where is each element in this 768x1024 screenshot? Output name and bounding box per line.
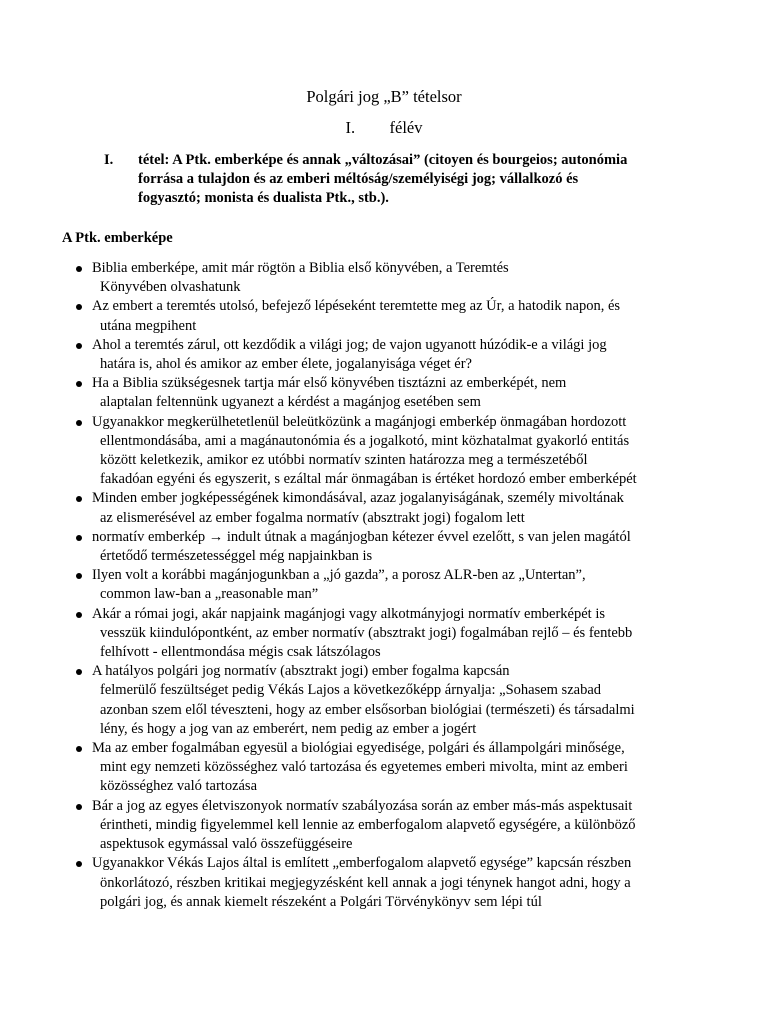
list-item: [74, 797, 694, 855]
list-item-line: értetődő természetességgel még napjainkban is: [100, 548, 373, 565]
bullet-dot-icon: [76, 804, 82, 810]
list-item-line: Ma az ember fogalmában egyesül a biológiai egyedisége, polgári és állampolgári minősége,: [92, 740, 625, 757]
thesis-heading: [104, 151, 684, 208]
bullet-dot-icon: [76, 746, 82, 752]
thesis-number: I.: [104, 152, 114, 168]
semester-heading: [0, 117, 768, 139]
list-item-line: felhívott - ellentmondása mégis csak látszólagos: [100, 644, 381, 661]
list-item-line: mint egy nemzeti közösséghez való tartozása és egyetemes emberi mivolta, mint az emberi: [100, 759, 628, 776]
bullet-dot-icon: [76, 612, 82, 618]
list-item: [74, 297, 694, 335]
bullet-list: [74, 259, 694, 912]
bullet-dot-icon: [76, 669, 82, 675]
bullet-dot-icon: [76, 573, 82, 579]
bullet-dot-icon: [76, 343, 82, 349]
list-item-line: érintheti, mindig figyelemmel kell lennie az emberfogalom alapvető egységére, a különböző: [100, 816, 636, 833]
list-item: [74, 336, 694, 374]
list-item-line: között keletkezik, amikor ez utóbbi normatív szinten határozza meg a természetéből: [100, 452, 588, 469]
list-item: [74, 605, 694, 663]
list-item: [74, 413, 694, 490]
list-item-line: vesszük kiindulópontként, az ember normatív (absztrakt jogi) fogalmában rejlő – és fentebb: [100, 624, 633, 641]
thesis-line: fogyasztó; monista és dualista Ptk., stb.).: [138, 190, 389, 206]
list-item-line: normatív emberkép → indult útnak a magánjogban kétezer évvel ezelőtt, s van jelen magától: [92, 528, 631, 545]
list-item-line: azonban szem elől téveszteni, hogy az ember elsősorban biológiai (természeti) és társadalmi: [100, 701, 635, 718]
list-item-line: common law-ban a „reasonable man”: [100, 586, 319, 603]
list-item-line: Ahol a teremtés zárul, ott kezdődik a világi jog; de vajon ugyanott húzódik-e a világi jog: [92, 336, 607, 353]
list-item-line: Biblia emberképe, amit már rögtön a Biblia első könyvében, a Teremtés: [92, 260, 509, 276]
list-item-line: Minden ember jogképességének kimondásával, azaz jogalanyiságának, személy mivoltának: [92, 490, 624, 507]
list-item-line: ellentmondásába, ami a magánautonómia és a jogalkotó, mint közhatalmat gyakorló entitás: [100, 432, 630, 449]
list-item-line: Ugyanakkor megkerülhetetlenül beleütközünk a magánjogi emberkép önmagában hordozott: [92, 413, 627, 430]
list-item-line: polgári jog, és annak kiemelt részeként a Polgári Törvénykönyv sem lépi túl: [100, 893, 542, 910]
list-item-line: alaptalan feltennünk ugyanezt a kérdést a magánjog esetében sem: [100, 394, 481, 411]
list-item: [74, 528, 694, 566]
list-item-line: Ugyanakkor Vékás Lajos által is említett „emberfogalom alapvető egysége” kapcsán részben: [92, 855, 632, 872]
thesis-line: forrása a tulajdon és az emberi méltóság/személyiségi jog; vállalkozó és: [138, 171, 579, 187]
thesis-line: tétel: A Ptk. emberképe és annak „változásai” (citoyen és bourgeios; autonómia: [138, 152, 628, 168]
list-item-line: önkorlátozó, részben kritikai megjegyzésként kell annak a jogi ténynek hangot adni, hogy a: [100, 874, 631, 891]
bullet-dot-icon: [76, 381, 82, 387]
list-item: [74, 374, 694, 412]
list-item-line: aspektusok egymással való összefüggéseire: [100, 836, 353, 853]
list-item-line: utána megpihent: [100, 317, 197, 334]
document-title: Polgári jog „B” tételsor: [306, 87, 462, 106]
list-item-line: lény, és hogy a jog van az emberért, nem pedig az ember a jogért: [100, 720, 477, 737]
list-item-line: Ilyen volt a korábbi magánjogunkban a „jó gazda”, a porosz ALR-ben az „Untertan”,: [92, 567, 586, 584]
bullet-dot-icon: [76, 420, 82, 426]
list-item: [74, 566, 694, 604]
list-item: [74, 662, 694, 739]
semester-number: I.: [345, 118, 356, 137]
list-item: [74, 259, 694, 297]
list-item-line: Az embert a teremtés utolsó, befejező lépéseként teremtette meg az Úr, a hatodik napon, és: [92, 298, 621, 315]
list-item-line: határa is, ahol és amikor az ember élete, jogalanyisága véget ér?: [100, 356, 472, 373]
list-item: [74, 739, 694, 797]
bullet-dot-icon: [76, 266, 82, 272]
list-item: [74, 854, 694, 912]
list-item: [74, 489, 694, 527]
bullet-dot-icon: [76, 304, 82, 310]
bullet-dot-icon: [76, 535, 82, 541]
list-item-line: A hatályos polgári jog normatív (absztrakt jogi) ember fogalma kapcsán: [92, 663, 510, 680]
list-item-line: fakadóan egyéni és egyszerit, s ezáltal már önmagában is értéket hordozó ember emberképét: [100, 471, 637, 488]
semester-label: félév: [389, 118, 423, 137]
list-item-line: az elismerésével az ember fogalma normatív (absztrakt jogi) fogalom lett: [100, 509, 525, 526]
bullet-dot-icon: [76, 861, 82, 867]
list-item-line: Könyvében olvashatunk: [100, 279, 241, 296]
bullet-dot-icon: [76, 496, 82, 502]
list-item-line: Bár a jog az egyes életviszonyok normatív szabályozása során az ember más-más aspektusait: [92, 797, 633, 814]
list-item-line: felmerülő feszültséget pedig Vékás Lajos a következőképp árnyalja: „Sohasem szabad: [100, 682, 602, 699]
list-item-line: Ha a Biblia szükségesnek tartja már első könyvében tisztázni az emberképét, nem: [92, 375, 567, 392]
list-item-line: közösséghez való tartozása: [100, 778, 258, 795]
list-item-line: Akár a római jogi, akár napjaink magánjogi vagy alkotmányjogi normatív emberképét is: [92, 605, 605, 622]
section-heading: A Ptk. emberképe: [62, 230, 173, 246]
